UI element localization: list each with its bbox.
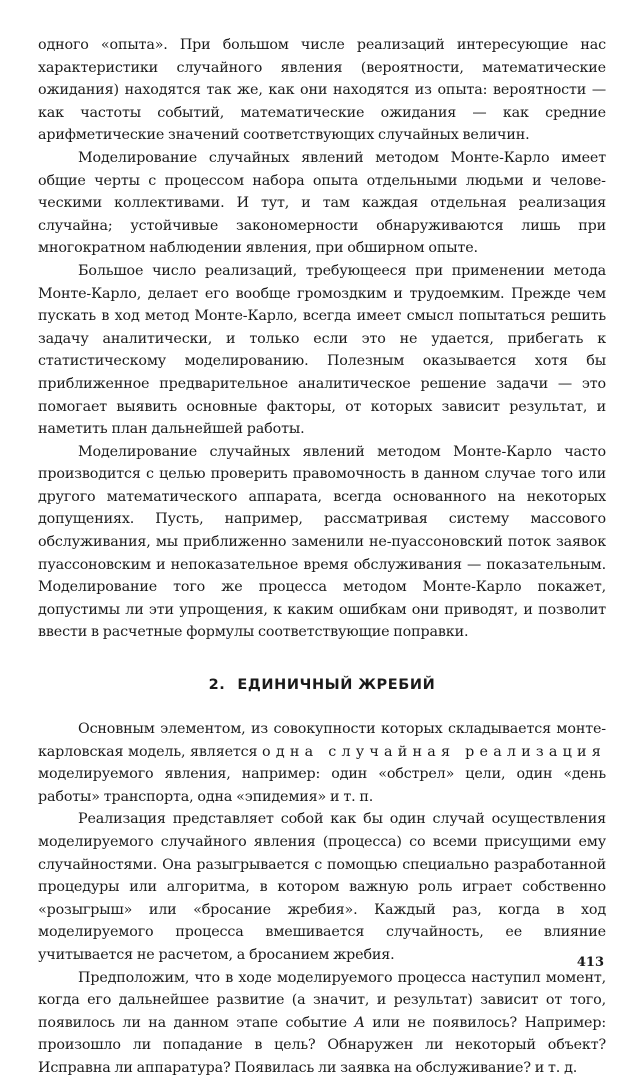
paragraph-intro-4: Моделирование случайных явлений методом Монте-Карло часто производится с целью проверить правомочность в данном случае того или другого математического аппарата, всегда основанного на некоторых допущениях. Пусть, например, рассматривая систему массового обслуживания, мы приближенно заменили не-пуассоновский поток заявок пуассоновским и непоказательное время обслуживания — показательным. Моделирование того же процесса методом Монте-Карло покажет, допустимы ли эти упрощения, к каким ошибкам они приводят, и позволит ввести в расчетные формулы соответствующие поправки. (38, 443, 606, 641)
book-page (38, 34, 606, 1080)
paragraph-7 (38, 967, 606, 1080)
page-number: 413 (576, 955, 604, 970)
section-number: 2. (208, 677, 226, 694)
paragraph-5 (38, 718, 606, 808)
paragraph-7-start: Предположим, что в ходе моделируемого процесса наступил момент, когда его дальнейшее развитие (а значит, и результат) зависит от того, появилось ли на данном этапе событие (38, 969, 606, 1031)
event-variable: A (354, 1014, 365, 1031)
paragraph-5-start: Основным элементом, из совокупности которых складывается монте-карловская модель, является (38, 721, 606, 760)
paragraph-5-end: моделируемого явления, например: один «обстрел» цели, один «день работы» транспорта, одна «эпидемия» и т. п. (38, 766, 606, 805)
section-title: ЕДИНИЧНЫЙ ЖРЕБИЙ (237, 677, 436, 694)
paragraph-intro-2: Моделирование случайных явлений методом Монте-Карло имеет общие черты с процессом набора опыта отдельными людьми и человеческими коллективами. И тут, и там каждая отдельная реализация случайна; устойчивые закономерности обнаруживаются лишь при многократном наблюдении явления, при обширном опыте. (38, 149, 606, 257)
paragraph-intro-1: одного «опыта». При большом числе реализаций интересующие нас характеристики случайного явления (вероятности, математические ожидания) находятся так же, как они находятся из опыта: вероятности — как частоты событий, математические ожидания — как средние арифметические значений соответствующих случайных величин. (38, 37, 606, 144)
spaced-emphasis: одна случайная реализация (262, 743, 606, 760)
paragraph-intro-3: Большое число реализаций, требующееся при применении метода Монте-Карло, делает его вообще громоздким и трудоемким. Прежде чем пускать в ход метод Монте-Карло, всегда имеет смысл попытаться решить задачу аналитически, и только если это не удается, прибегать к статистическому моделированию. Полезным оказывается хотя бы приближенное предварительное аналитическое решение задачи — это помогает выявить основные факторы, от которых зависит результат, и наметить план дальнейшей работы. (38, 262, 606, 438)
paragraph-6: Реализация представляет собой как бы один случай осуществления моделируемого случайного явления (процесса) со всеми присущими ему случайностями. Она разыгрывается с помощью специально разработанной процедуры или алгоритма, в котором важную роль играет собственно «розыгрыш» или «бросание жребия». Каждый раз, когда в ход моделируемого процесса вмешивается случайность, ее влияние учитывается не расчетом, а бросанием жребия. (38, 811, 606, 963)
section-heading (38, 674, 606, 696)
paragraph-7-end: или не появилось? Например: произошло ли попадание в цель? Обнаружен ли некоторый объект? Исправна ли аппаратура? Появилась ли заявка на обслуживание? и т. д. (38, 1014, 606, 1076)
